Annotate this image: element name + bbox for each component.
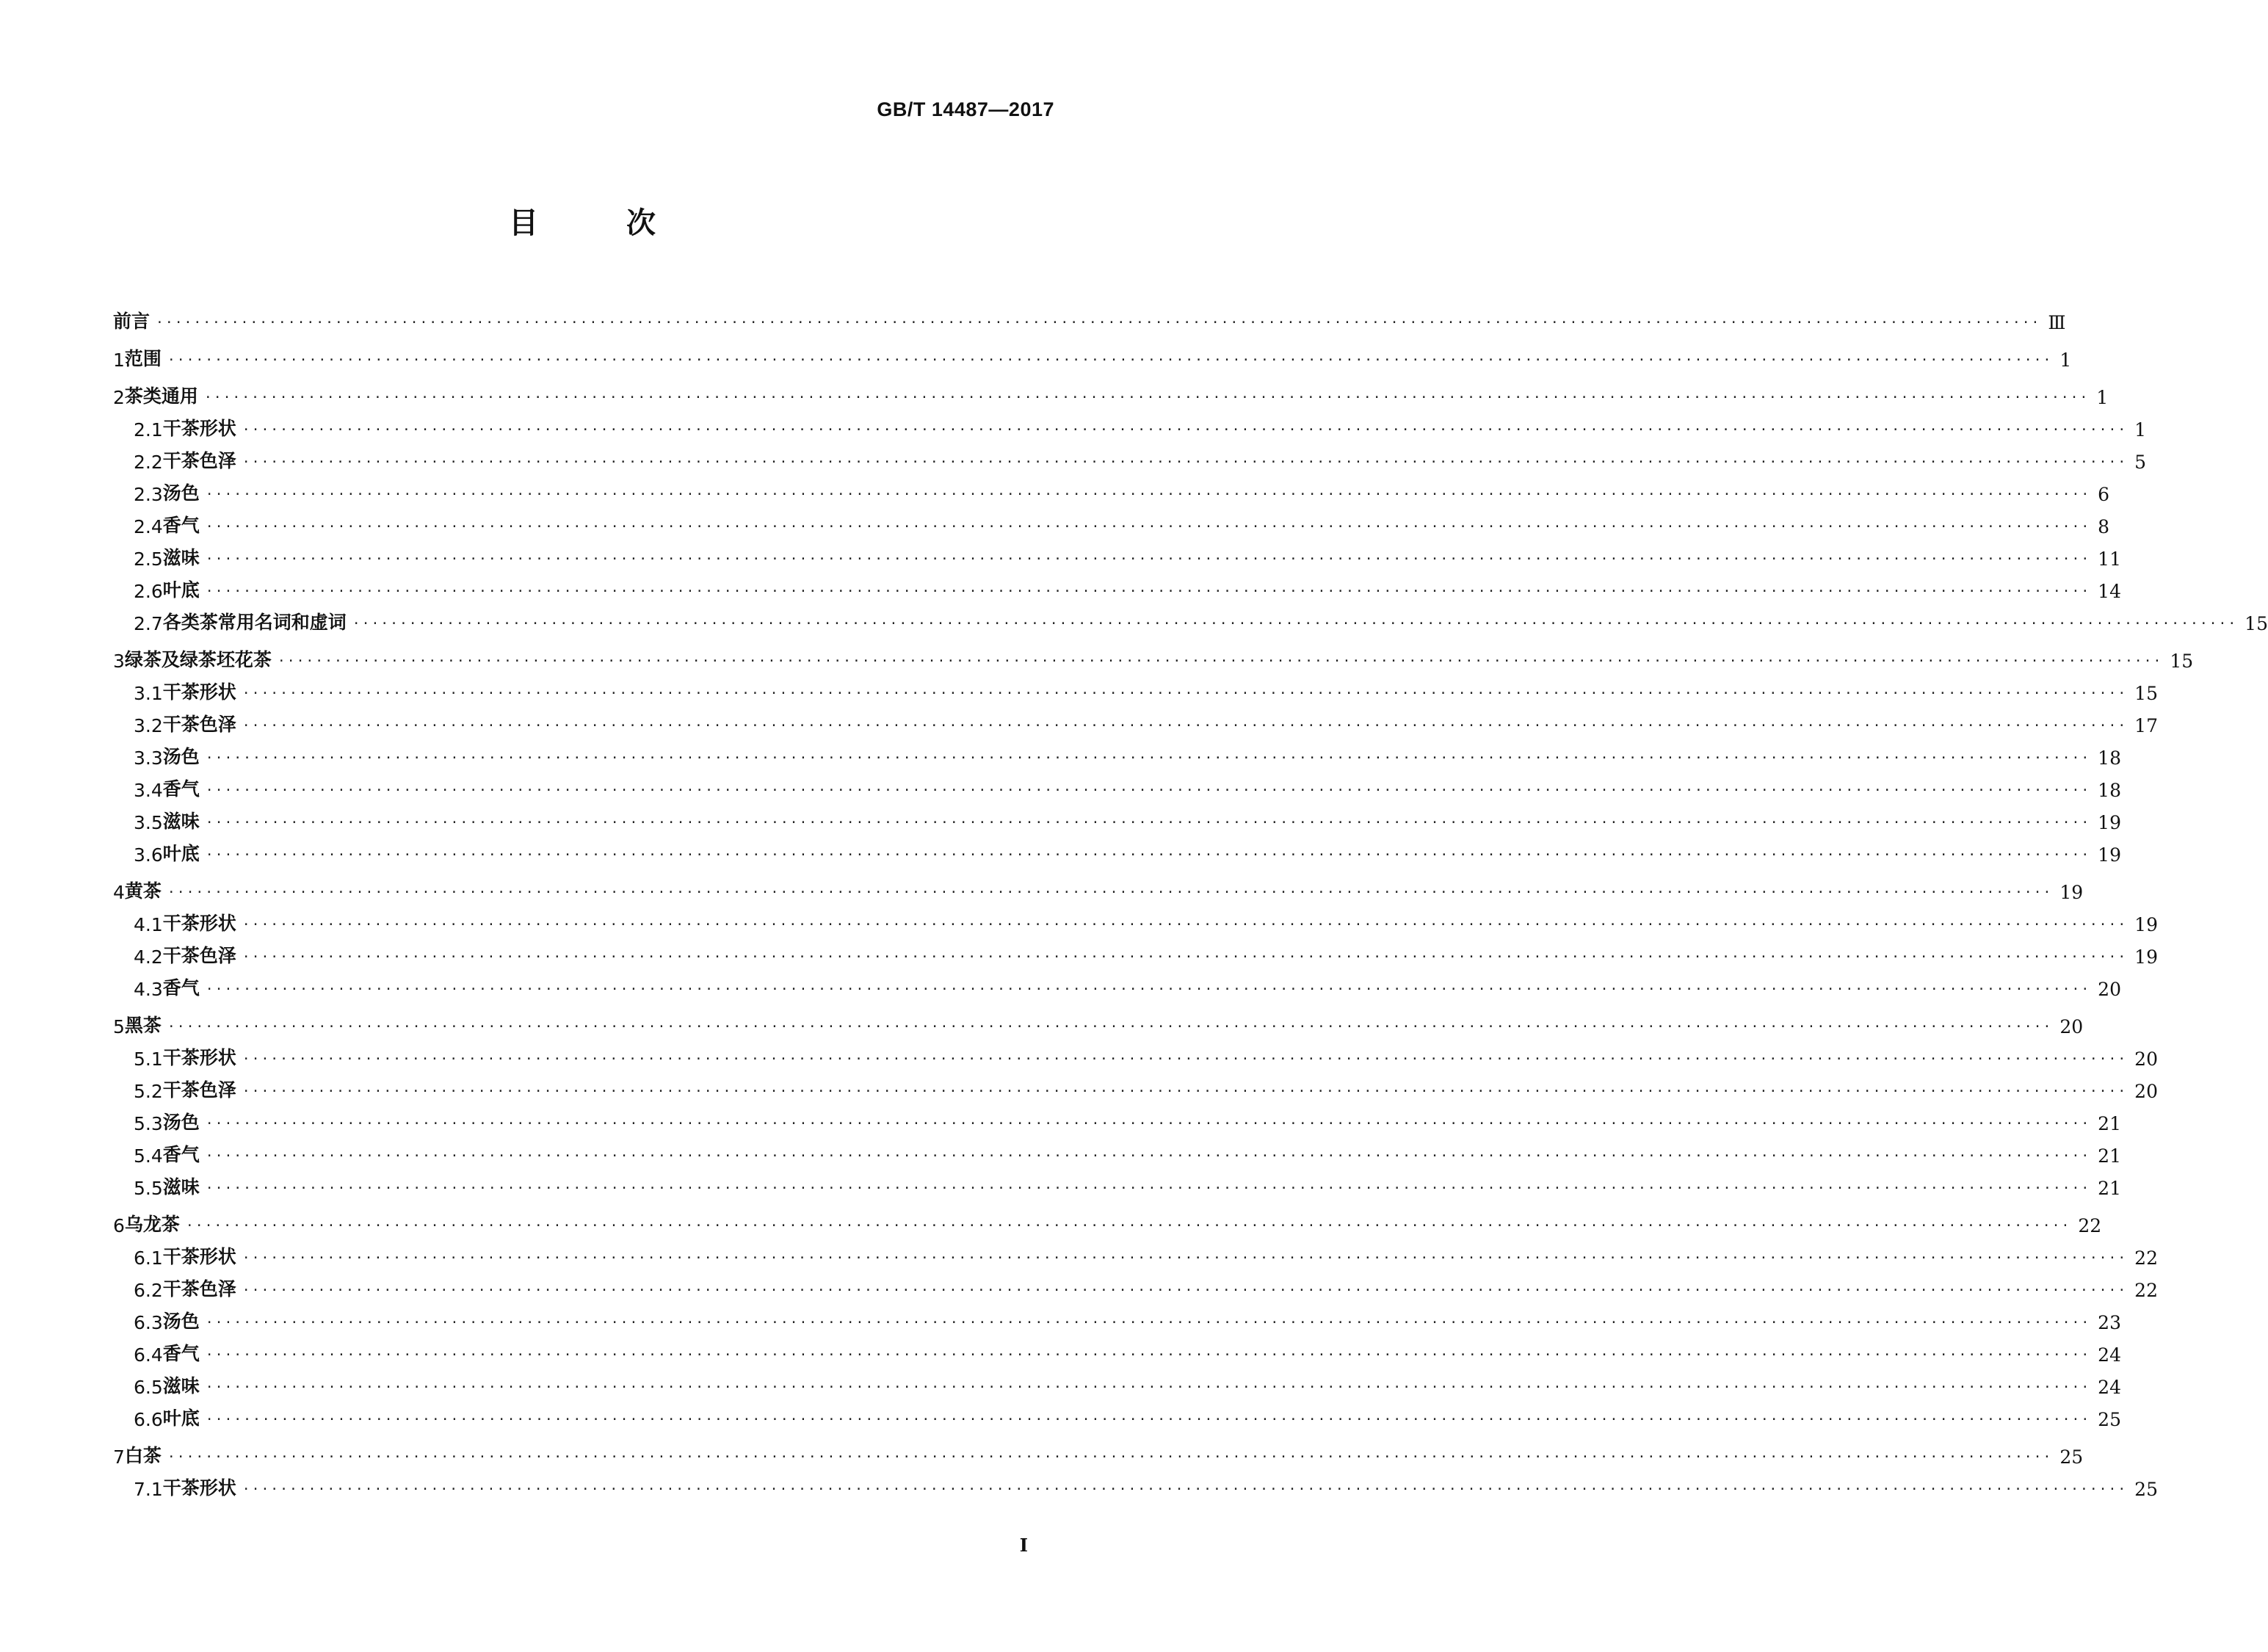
toc-leader-dots: ········································································································································································································ [205, 519, 2091, 535]
toc-entry-number: 5.2 [134, 1081, 163, 1102]
toc-entry[interactable] [113, 1134, 2121, 1167]
toc-leader-dots: ········································································································································································································ [277, 653, 2163, 669]
toc-entry-label: 滋味 [162, 1176, 200, 1198]
toc-entry[interactable] [113, 570, 2121, 602]
toc-leader-dots: ········································································································································································································ [205, 487, 2091, 502]
toc-entry-number: 5 [113, 1016, 125, 1037]
toc-entry-number: 6.3 [134, 1312, 163, 1333]
toc-leader-dots: ········································································································································································································ [185, 1218, 2071, 1233]
toc-entry-page: 15 [2245, 613, 2268, 634]
toc-entry-label: 叶底 [162, 1408, 200, 1429]
toc-entry[interactable] [113, 1037, 2158, 1070]
toc-entry-number: 7 [113, 1446, 125, 1468]
toc-entry[interactable] [113, 801, 2121, 833]
toc-entry-label: 香气 [162, 1343, 200, 1364]
toc-leader-dots: ········································································································································································································ [167, 1019, 2053, 1035]
toc-leader-dots: ········································································································································································································ [205, 1412, 2091, 1427]
toc-entry-page: 24 [2098, 1377, 2121, 1398]
toc-entry[interactable] [113, 736, 2121, 769]
title-char-2: 次 [626, 206, 656, 240]
toc-entry-label: 叶底 [162, 843, 200, 864]
toc-entry-page: 19 [2134, 946, 2158, 968]
toc-leader-dots: ········································································································································································································ [242, 949, 2128, 965]
toc-leader-dots: ········································································································································································································ [203, 390, 2090, 405]
toc-entry-label: 绿茶及绿茶坯花茶 [124, 649, 272, 670]
toc-entry-label: 白茶 [124, 1445, 162, 1466]
toc-leader-dots: ········································································································································································································ [205, 1181, 2091, 1196]
toc-entry[interactable] [113, 903, 2158, 935]
toc-leader-dots: ········································································································································································································ [167, 1449, 2053, 1465]
toc-leader-dots: ········································································································································································································ [205, 847, 2091, 863]
toc-entry-number: 4.2 [134, 946, 163, 968]
toc-leader-dots: ········································································································································································································ [205, 750, 2091, 766]
toc-entry-number: 2.6 [134, 581, 163, 602]
toc-entry-number: 5.3 [134, 1113, 163, 1134]
toc-entry-label: 汤色 [162, 482, 200, 504]
toc-leader-dots: ········································································································································································································ [205, 815, 2091, 830]
toc-entry-page: 15 [2170, 651, 2194, 672]
toc-entry[interactable] [113, 769, 2121, 801]
toc-leader-dots: ········································································································································································································ [242, 1482, 2128, 1497]
toc-entry[interactable] [113, 968, 2121, 1000]
toc-entry-number: 3.3 [134, 747, 163, 769]
toc-entry-page: 14 [2098, 581, 2121, 602]
toc-entry-label: 滋味 [162, 547, 200, 568]
toc-entry-page: 1 [2096, 387, 2109, 408]
toc-entry[interactable] [113, 672, 2158, 704]
toc-leader-dots: ········································································································································································································ [352, 616, 2238, 631]
toc-entry-label: 各类茶常用名词和虚词 [162, 612, 347, 633]
toc-entry[interactable] [113, 1167, 2121, 1199]
toc-entry-label: 香气 [162, 778, 200, 800]
toc-entry-page: 19 [2134, 914, 2158, 935]
toc-entry-page: 19 [2098, 844, 2121, 866]
toc-entry-label: 干茶色泽 [162, 450, 236, 471]
title-char-1: 目 [509, 206, 538, 240]
toc-entry-number: 2.5 [134, 548, 163, 570]
toc-entry[interactable] [113, 301, 2066, 333]
table-of-contents [113, 301, 2268, 1500]
toc-entry-number: 2.4 [134, 516, 163, 537]
toc-entry-label: 茶类通用 [124, 385, 198, 407]
toc-entry-number: 3.4 [134, 780, 163, 801]
toc-entry-page: 21 [2098, 1178, 2121, 1199]
toc-entry-label: 叶底 [162, 579, 200, 601]
toc-entry-number: 2.1 [134, 419, 163, 441]
toc-entry-number: 6.1 [134, 1247, 163, 1269]
toc-leader-dots: ········································································································································································································ [205, 1380, 2091, 1395]
toc-entry-page: 21 [2098, 1113, 2121, 1134]
toc-leader-dots: ········································································································································································································ [242, 1051, 2128, 1067]
toc-leader-dots: ········································································································································································································ [205, 783, 2091, 798]
toc-leader-dots: ········································································································································································································ [242, 422, 2128, 438]
toc-entry-page: 18 [2098, 780, 2121, 801]
toc-leader-dots: ········································································································································································································ [242, 454, 2128, 470]
toc-entry[interactable] [113, 1102, 2121, 1134]
toc-entry-label: 乌龙茶 [124, 1214, 180, 1235]
toc-entry-number: 5.4 [134, 1145, 163, 1167]
toc-leader-dots: ········································································································································································································ [242, 917, 2128, 932]
toc-entry-page: 19 [2098, 812, 2121, 833]
toc-entry-label: 干茶形状 [162, 913, 236, 934]
toc-entry-number: 3.1 [134, 683, 163, 704]
toc-entry[interactable] [113, 602, 2268, 634]
page-folio: I [1019, 1535, 1028, 1556]
toc-leader-dots: ········································································································································································································ [205, 1315, 2091, 1330]
toc-entry[interactable] [113, 1236, 2158, 1269]
toc-entry[interactable] [113, 1070, 2158, 1102]
toc-entry-page: 20 [2098, 979, 2121, 1000]
toc-leader-dots: ········································································································································································································ [167, 352, 2053, 368]
toc-leader-dots: ········································································································································································································ [205, 584, 2091, 599]
toc-entry-label: 香气 [162, 515, 200, 536]
toc-entry-number: 2 [113, 387, 125, 408]
toc-leader-dots: ········································································································································································································ [242, 1283, 2128, 1298]
toc-entry-number: 2.3 [134, 484, 163, 505]
toc-entry-label: 范围 [124, 348, 162, 369]
toc-entry-number: 3 [113, 651, 125, 672]
toc-entry-page: 25 [2098, 1409, 2121, 1430]
toc-entry[interactable] [113, 1269, 2158, 1301]
toc-entry[interactable] [113, 1000, 2084, 1037]
toc-entry-number: 1 [113, 349, 125, 371]
toc-leader-dots: ········································································································································································································ [242, 1084, 2128, 1099]
toc-entry[interactable] [113, 1468, 2158, 1500]
toc-entry-number: 6 [113, 1215, 125, 1236]
toc-entry-number: 4 [113, 882, 125, 903]
toc-leader-dots: ········································································································································································································ [242, 686, 2128, 701]
toc-entry-number: 4.3 [134, 979, 163, 1000]
toc-leader-dots: ········································································································································································································ [205, 1347, 2091, 1363]
toc-entry[interactable] [113, 866, 2084, 903]
toc-entry-page: 24 [2098, 1344, 2121, 1366]
toc-entry-page: 20 [2134, 1081, 2158, 1102]
toc-entry-label: 干茶形状 [162, 1047, 236, 1068]
toc-entry-label: 香气 [162, 977, 200, 999]
toc-leader-dots: ········································································································································································································ [242, 1250, 2128, 1266]
toc-entry-label: 干茶形状 [162, 1246, 236, 1267]
toc-entry-page: 11 [2098, 548, 2121, 570]
toc-entry[interactable] [113, 505, 2110, 537]
toc-entry-label: 汤色 [162, 1311, 200, 1332]
toc-leader-dots: ········································································································································································································ [205, 1116, 2091, 1131]
toc-entry-page: 19 [2059, 882, 2084, 903]
toc-entry-page: 22 [2078, 1215, 2102, 1236]
toc-entry-label: 汤色 [162, 1112, 200, 1133]
toc-entry-number: 6.5 [134, 1377, 163, 1398]
toc-entry-page: 20 [2134, 1048, 2158, 1070]
toc-entry-number: 5.1 [134, 1048, 163, 1070]
toc-leader-dots: ········································································································································································································ [205, 1148, 2091, 1164]
toc-leader-dots: ········································································································································································································ [205, 982, 2091, 997]
toc-entry-number: 6.6 [134, 1409, 163, 1430]
toc-leader-dots: ········································································································································································································ [156, 315, 2041, 330]
toc-entry-label: 汤色 [162, 746, 200, 767]
toc-entry-number: 2.2 [134, 452, 163, 473]
toc-entry[interactable] [113, 473, 2110, 505]
toc-entry-label: 黄茶 [124, 880, 162, 902]
toc-entry-label: 干茶色泽 [162, 714, 236, 735]
toc-entry[interactable] [113, 1430, 2084, 1468]
toc-entry-page: Ⅲ [2048, 312, 2066, 333]
toc-entry-number: 5.5 [134, 1178, 163, 1199]
toc-entry-page: 25 [2134, 1479, 2158, 1500]
toc-entry-label: 香气 [162, 1144, 200, 1165]
toc-leader-dots: ········································································································································································································ [167, 885, 2053, 900]
toc-entry-page: 8 [2098, 516, 2110, 537]
toc-entry-label: 干茶形状 [162, 681, 236, 703]
toc-entry-page: 23 [2098, 1312, 2121, 1333]
toc-entry-number: 7.1 [134, 1479, 163, 1500]
toc-entry-label: 干茶形状 [162, 1477, 236, 1499]
toc-entry-page: 22 [2134, 1280, 2158, 1301]
toc-entry[interactable] [113, 1366, 2121, 1398]
toc-entry-number: 6.4 [134, 1344, 163, 1366]
toc-entry-page: 5 [2134, 452, 2147, 473]
toc-entry[interactable] [113, 371, 2109, 408]
toc-entry[interactable] [113, 1199, 2102, 1236]
toc-entry-page: 21 [2098, 1145, 2121, 1167]
toc-entry[interactable] [113, 1333, 2121, 1366]
toc-entry-label: 前言 [113, 311, 151, 332]
toc-entry-page: 6 [2098, 484, 2110, 505]
toc-entry-page: 15 [2134, 683, 2158, 704]
toc-entry-number: 3.6 [134, 844, 163, 866]
toc-entry[interactable] [113, 537, 2121, 570]
toc-entry-label: 滋味 [162, 811, 200, 832]
toc-entry-page: 1 [2059, 349, 2072, 371]
toc-entry-number: 2.7 [134, 613, 163, 634]
toc-entry-label: 干茶色泽 [162, 945, 236, 966]
page-title [0, 200, 1164, 242]
toc-entry[interactable] [113, 634, 2194, 672]
toc-entry[interactable] [113, 441, 2147, 473]
toc-entry-number: 6.2 [134, 1280, 163, 1301]
toc-entry[interactable] [113, 333, 2072, 371]
toc-entry-page: 18 [2098, 747, 2121, 769]
toc-entry[interactable] [113, 833, 2121, 866]
toc-entry-page: 25 [2059, 1446, 2084, 1468]
toc-entry-label: 干茶色泽 [162, 1278, 236, 1300]
toc-entry-page: 20 [2059, 1016, 2084, 1037]
toc-entry-page: 1 [2134, 419, 2147, 441]
toc-entry[interactable] [113, 1398, 2121, 1430]
toc-entry-label: 干茶形状 [162, 418, 236, 439]
toc-entry-number: 3.5 [134, 812, 163, 833]
toc-entry-label: 干茶色泽 [162, 1079, 236, 1101]
toc-entry-number: 3.2 [134, 715, 163, 736]
toc-entry-page: 17 [2134, 715, 2158, 736]
toc-entry-number: 4.1 [134, 914, 163, 935]
toc-entry-page: 22 [2134, 1247, 2158, 1269]
toc-entry-label: 黑茶 [124, 1015, 162, 1036]
toc-entry[interactable] [113, 935, 2158, 968]
toc-leader-dots: ········································································································································································································ [242, 718, 2128, 733]
toc-entry[interactable] [113, 408, 2147, 441]
toc-entry[interactable] [113, 704, 2158, 736]
toc-leader-dots: ········································································································································································································ [205, 551, 2091, 567]
toc-entry-label: 滋味 [162, 1375, 200, 1396]
standard-code: GB/T 14487—2017 [877, 98, 1054, 120]
toc-entry[interactable] [113, 1301, 2121, 1333]
